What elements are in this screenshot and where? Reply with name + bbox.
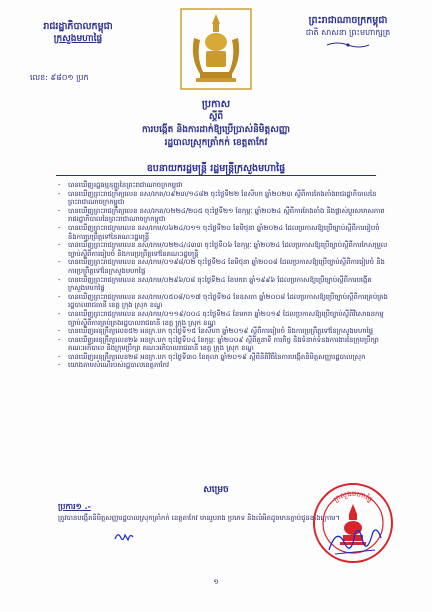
- reference-item: - បានឃើញអនុក្រឹត្យលេខ២៦ អនក្រ.បក ចុះថ្ងៃទី០៤ ខែកុម្ភៈ ឆ្នាំ២០០៩ ស្តីពីតួនាទី ភារកិច្ច និងទំនាក់ទំនងការងារនៃក្រុមប្រឹក្សា គណៈអភិបាល និងក្រុមប្រឹក្សា គណៈអភិបាលរាជធានី ខេត្ត ក្រុង ស្រុក ខណ្ឌ: [58, 336, 388, 353]
- national-motto: ជាតិ សាសនា ព្រះមហាក្សត្រ: [305, 28, 391, 37]
- reference-item: - បានឃើញព្រះរាជក្រមលេខ នស/រកម/០២៩៦/០៨ ចុះថ្ងៃទី២៤ ខែមករា ឆ្នាំ១៩៩៦ ដែលប្រកាសឱ្យប្រើច្បាប់ស្តីពីការបង្កើតក្រសួងមហាផ្ទៃ: [58, 276, 388, 293]
- document-type: ប្រកាស: [201, 99, 231, 110]
- divider-ornament-icon: [325, 41, 371, 49]
- signing-authority: ឧបនាយករដ្ឋមន្ត្រី រដ្ឋមន្ត្រីក្រសួងមហាផ្ទៃ: [146, 163, 286, 174]
- reference-item: - បានឃើញព្រះរាជក្រមលេខ នស/រកម/០៦២៤/០១១ ចុះថ្ងៃទី២០ ខែមិថុនា ឆ្នាំ២០២៤ ដែលប្រកាសឱ្យប្រើច្បាប់ស្តីពីការរៀបចំ និងការប្រព្រឹត្តទៅនៃគណៈរដ្ឋមន្ត្រី: [58, 224, 388, 241]
- legal-references-list: [58, 181, 388, 370]
- article-body: ត្រូវបានបង្កើតនិមិត្តសញ្ញារដ្ឋបាលស្រុកត្រាំកក់ ខេត្តតាកែវ មានរូបរាង ប្រភេទ និងលំអិតដូចមានភ្ជាប់ជូនខាងក្រោម។: [58, 514, 340, 522]
- reference-item: - បានឃើញព្រះរាជក្រឹត្យលេខ នស/រកត/០២២៤/២០៥ ចុះថ្ងៃទី២១ ខែកុម្ភៈ ឆ្នាំ២០២៤ ស្តីពីការតែងតាំង និងផ្លាស់ប្តូរសមាសភាពរាជរដ្ឋាភិបាលនៃព្រះរាជាណាចក្រកម្ពុជា: [58, 207, 388, 224]
- initials-signature-icon: [113, 529, 135, 543]
- subject-line-2: រដ្ឋបាលស្រុកត្រាំកក់ ខេត្តតាកែវ: [164, 138, 268, 148]
- signature-icon: [325, 520, 385, 560]
- ministry-name: ក្រសួងមហាផ្ទៃ: [53, 34, 103, 44]
- page-number: ១: [213, 578, 219, 586]
- document-title-block: [60, 98, 372, 150]
- reference-item: - បានឃើញព្រះរាជក្រមលេខ នស/រកម/០១១៩/០០៤ ចុះថ្ងៃទី២៤ ខែមករា ឆ្នាំ២០១៩ ដែលប្រកាសឱ្យប្រើច្បាប់ស្តីពីវិសោធនកម្មច្បាប់ស្តីពីការគ្រប់គ្រងរដ្ឋបាលរាជធានី ខេត្ត ក្រុង ស្រុក ខណ្ឌ: [58, 310, 388, 327]
- reference-item: - បានឃើញព្រះរាជក្រមលេខ នស/រកម/០២២៤/៤៣៣ ចុះថ្ងៃទី០៦ ខែកុម្ភៈ ឆ្នាំ២០២៤ ដែលប្រកាសឱ្យប្រើច្បាប់ស្តីពីការកែសម្រួលច្បាប់ស្តីពីការរៀបចំ និងការប្រព្រឹត្តទៅនៃគណៈរដ្ឋមន្ត្រី: [58, 241, 388, 258]
- subject-line-1: ការបង្កើត និងការដាក់ឱ្យប្រើប្រាស់និមិត្តសញ្ញា: [141, 125, 291, 135]
- divider: [56, 175, 376, 176]
- kingdom-header: [283, 14, 413, 49]
- kingdom-name: ព្រះរាជាណាចក្រកម្ពុជា: [308, 15, 388, 26]
- svg-text:ក្រសួងមហាផ្ទៃ: ក្រសួងមហាផ្ទៃ: [332, 489, 374, 504]
- reference-item: - យោងតាមសំណើរបស់រដ្ឋបាលខេត្តតាកែវ: [58, 361, 388, 370]
- reference-item: - បានឃើញអនុក្រឹត្យលេខ៥២ អនក្រ.បក ចុះថ្ងៃទី១៥ ខែសីហា ឆ្នាំ២០១៩ ស្តីពីការរៀបចំ និងការប្រព្រឹត្តទៅនៃក្រសួងមហាផ្ទៃ: [58, 327, 388, 336]
- royal-emblem-icon: [180, 8, 252, 90]
- reference-item: - បានឃើញរដ្ឋធម្មនុញ្ញនៃព្រះរាជាណាចក្រកម្ពុជា: [58, 181, 388, 190]
- government-name: រាជរដ្ឋាភិបាលកម្ពុជា: [43, 21, 113, 32]
- subject-label: ស្តីពី: [208, 112, 224, 122]
- reference-item: - បានឃើញព្រះរាជក្រមលេខ នស/រកម/០៥០៨/០១៧ ចុះថ្ងៃទី២៤ ខែឧសភា ឆ្នាំ២០០៨ ដែលប្រកាសឱ្យប្រើច្បាប់ស្តីពីការគ្រប់គ្រងរដ្ឋបាលរាជធានី ខេត្ត ក្រុង ស្រុក ខណ្ឌ: [58, 293, 388, 310]
- reference-item: - បានឃើញព្រះរាជក្រឹត្យលេខ នស/រកត/០៩២៣/១៤៨២ ចុះថ្ងៃទី២២ ខែសីហា ឆ្នាំ២០២៣ ស្តីពីការតែងតាំងរាជរដ្ឋាភិបាលនៃព្រះរាជាណាចក្រកម្ពុជា: [58, 190, 388, 207]
- decision-heading: សម្រេច: [203, 485, 229, 495]
- reference-item: - បានឃើញអនុក្រឹត្យលេខ២៨ អនក្រ.បក ចុះថ្ងៃទី៣០ ខែតុលា ឆ្នាំ២០១៩ ស្តីពីនីតិវិធីនៃការបង្កើតនិមិត្តសញ្ញារដ្ឋបាលស្រុក: [58, 353, 388, 362]
- article-title: ប្រការ១ .-: [58, 502, 91, 511]
- reference-item: - បានឃើញព្រះរាជក្រមលេខ នស/រកម/០១៩៨/០២ ចុះថ្ងៃទី២៤ ខែមិថុនា ឆ្នាំ២០០៨ ដែលប្រកាសឱ្យប្រើច្បាប់ស្តីពីការរៀបចំ និងការប្រព្រឹត្តទៅនៃក្រសួងមហាផ្ទៃ: [58, 258, 388, 275]
- document-number: លេខ: ៩៨០១ ប្រក: [30, 73, 89, 82]
- issuing-authority-header: [22, 20, 134, 82]
